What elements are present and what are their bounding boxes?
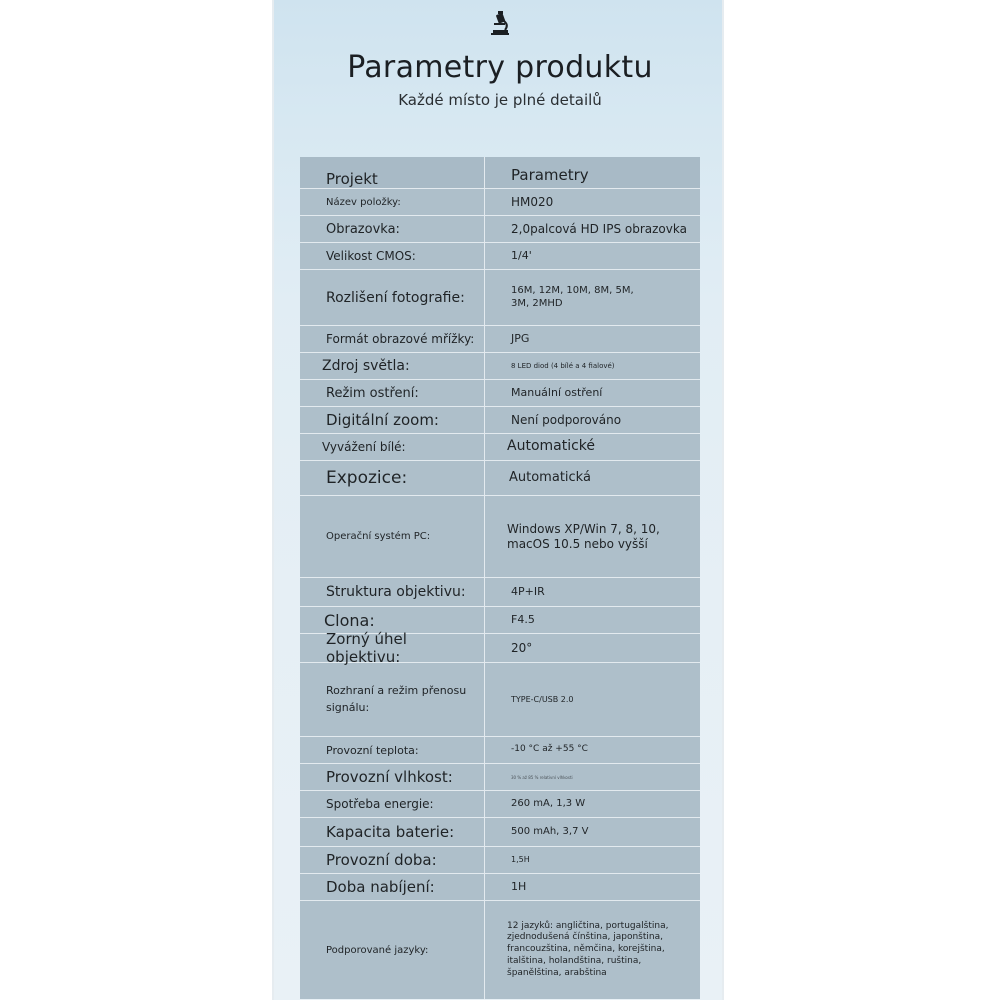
table-row bbox=[300, 737, 700, 764]
row-label: Rozlišení fotografie: bbox=[300, 270, 485, 325]
row-value: 16M, 12M, 10M, 8M, 5M, 3M, 2MHD bbox=[511, 285, 634, 309]
row-value: 12 jazyků: angličtina, portugalština, zjednodušená čínština, japonština, francouzština, němčina, korejština, italština, holandština, ruština, španělština, arabština bbox=[507, 920, 669, 978]
row-label: Rozhraní a režim přenosu signálu: bbox=[300, 663, 485, 736]
row-label: Zorný úhel objektivu: bbox=[300, 634, 485, 662]
table-row bbox=[300, 663, 700, 737]
row-label: Digitální zoom: bbox=[300, 407, 485, 433]
table-row bbox=[300, 189, 700, 216]
table-row bbox=[300, 353, 700, 380]
table-row bbox=[300, 901, 700, 999]
row-value: 20° bbox=[511, 640, 533, 655]
table-header-row bbox=[300, 157, 700, 189]
row-label: Režim ostření: bbox=[300, 380, 485, 406]
row-label: Provozní doba: bbox=[300, 847, 485, 873]
table-row bbox=[300, 496, 700, 578]
row-label: Zdroj světla: bbox=[300, 353, 485, 379]
table-row bbox=[300, 764, 700, 791]
row-label: Doba nabíjení: bbox=[300, 874, 485, 900]
row-value: HM020 bbox=[511, 194, 554, 209]
row-label: Provozní teplota: bbox=[300, 737, 485, 763]
row-value: Automatická bbox=[509, 469, 591, 485]
header-right: Parametry bbox=[511, 166, 589, 185]
row-label: Název položky: bbox=[300, 189, 485, 215]
row-label: Operační systém PC: bbox=[300, 496, 485, 577]
row-label: Kapacita baterie: bbox=[300, 818, 485, 846]
page-subtitle: Každé místo je plné detailů bbox=[398, 91, 602, 109]
spec-table bbox=[300, 157, 700, 999]
row-value: 500 mAh, 3,7 V bbox=[511, 825, 589, 837]
table-row bbox=[300, 380, 700, 407]
microscope-icon bbox=[490, 10, 510, 36]
row-label: Formát obrazové mřížky: bbox=[300, 326, 485, 352]
row-value: 8 LED diod (4 bílé a 4 fialové) bbox=[511, 361, 615, 370]
row-label: Provozní vlhkost: bbox=[300, 764, 485, 790]
table-row bbox=[300, 578, 700, 607]
row-value: Windows XP/Win 7, 8, 10, macOS 10.5 nebo vyšší bbox=[507, 521, 660, 551]
row-value: 260 mA, 1,3 W bbox=[511, 797, 586, 809]
row-label: Struktura objektivu: bbox=[300, 578, 485, 606]
row-value: Automatické bbox=[507, 438, 596, 455]
table-row bbox=[300, 818, 700, 847]
row-value: 4P+IR bbox=[511, 585, 545, 599]
row-value: Není podporováno bbox=[511, 412, 622, 427]
header-left: Projekt bbox=[300, 157, 485, 188]
row-label: Obrazovka: bbox=[300, 216, 485, 242]
table-row bbox=[300, 270, 700, 326]
table-row bbox=[300, 326, 700, 353]
row-label: Expozice: bbox=[300, 461, 485, 495]
product-panel bbox=[272, 0, 724, 1000]
row-label: Podporované jazyky: bbox=[300, 901, 485, 999]
table-row bbox=[300, 407, 700, 434]
row-value: 1,5H bbox=[511, 855, 530, 864]
page-title: Parametry produktu bbox=[347, 50, 653, 85]
row-label: Spotřeba energie: bbox=[300, 791, 485, 817]
table-row bbox=[300, 434, 700, 461]
row-value: Manuální ostření bbox=[511, 386, 603, 400]
table-row bbox=[300, 847, 700, 874]
row-label: Clona: bbox=[300, 607, 485, 633]
table-row bbox=[300, 791, 700, 818]
row-value: 2,0palcová HD IPS obrazovka bbox=[511, 221, 687, 236]
row-value: 30 % až 85 % relativní vlhkosti bbox=[511, 774, 573, 780]
row-value: 1H bbox=[511, 880, 527, 894]
row-label: Vyvážení bílé: bbox=[300, 434, 485, 460]
row-value: TYPE-C/USB 2.0 bbox=[511, 694, 574, 704]
row-value: F4.5 bbox=[511, 613, 535, 627]
table-row bbox=[300, 216, 700, 243]
row-value: -10 °C až +55 °C bbox=[511, 744, 588, 755]
table-row bbox=[300, 630, 700, 666]
row-value: JPG bbox=[511, 332, 530, 346]
table-row bbox=[300, 461, 700, 496]
table-row bbox=[300, 874, 700, 901]
table-row bbox=[300, 243, 700, 270]
row-value: 1/4' bbox=[511, 249, 532, 263]
row-label: Velikost CMOS: bbox=[300, 243, 485, 269]
